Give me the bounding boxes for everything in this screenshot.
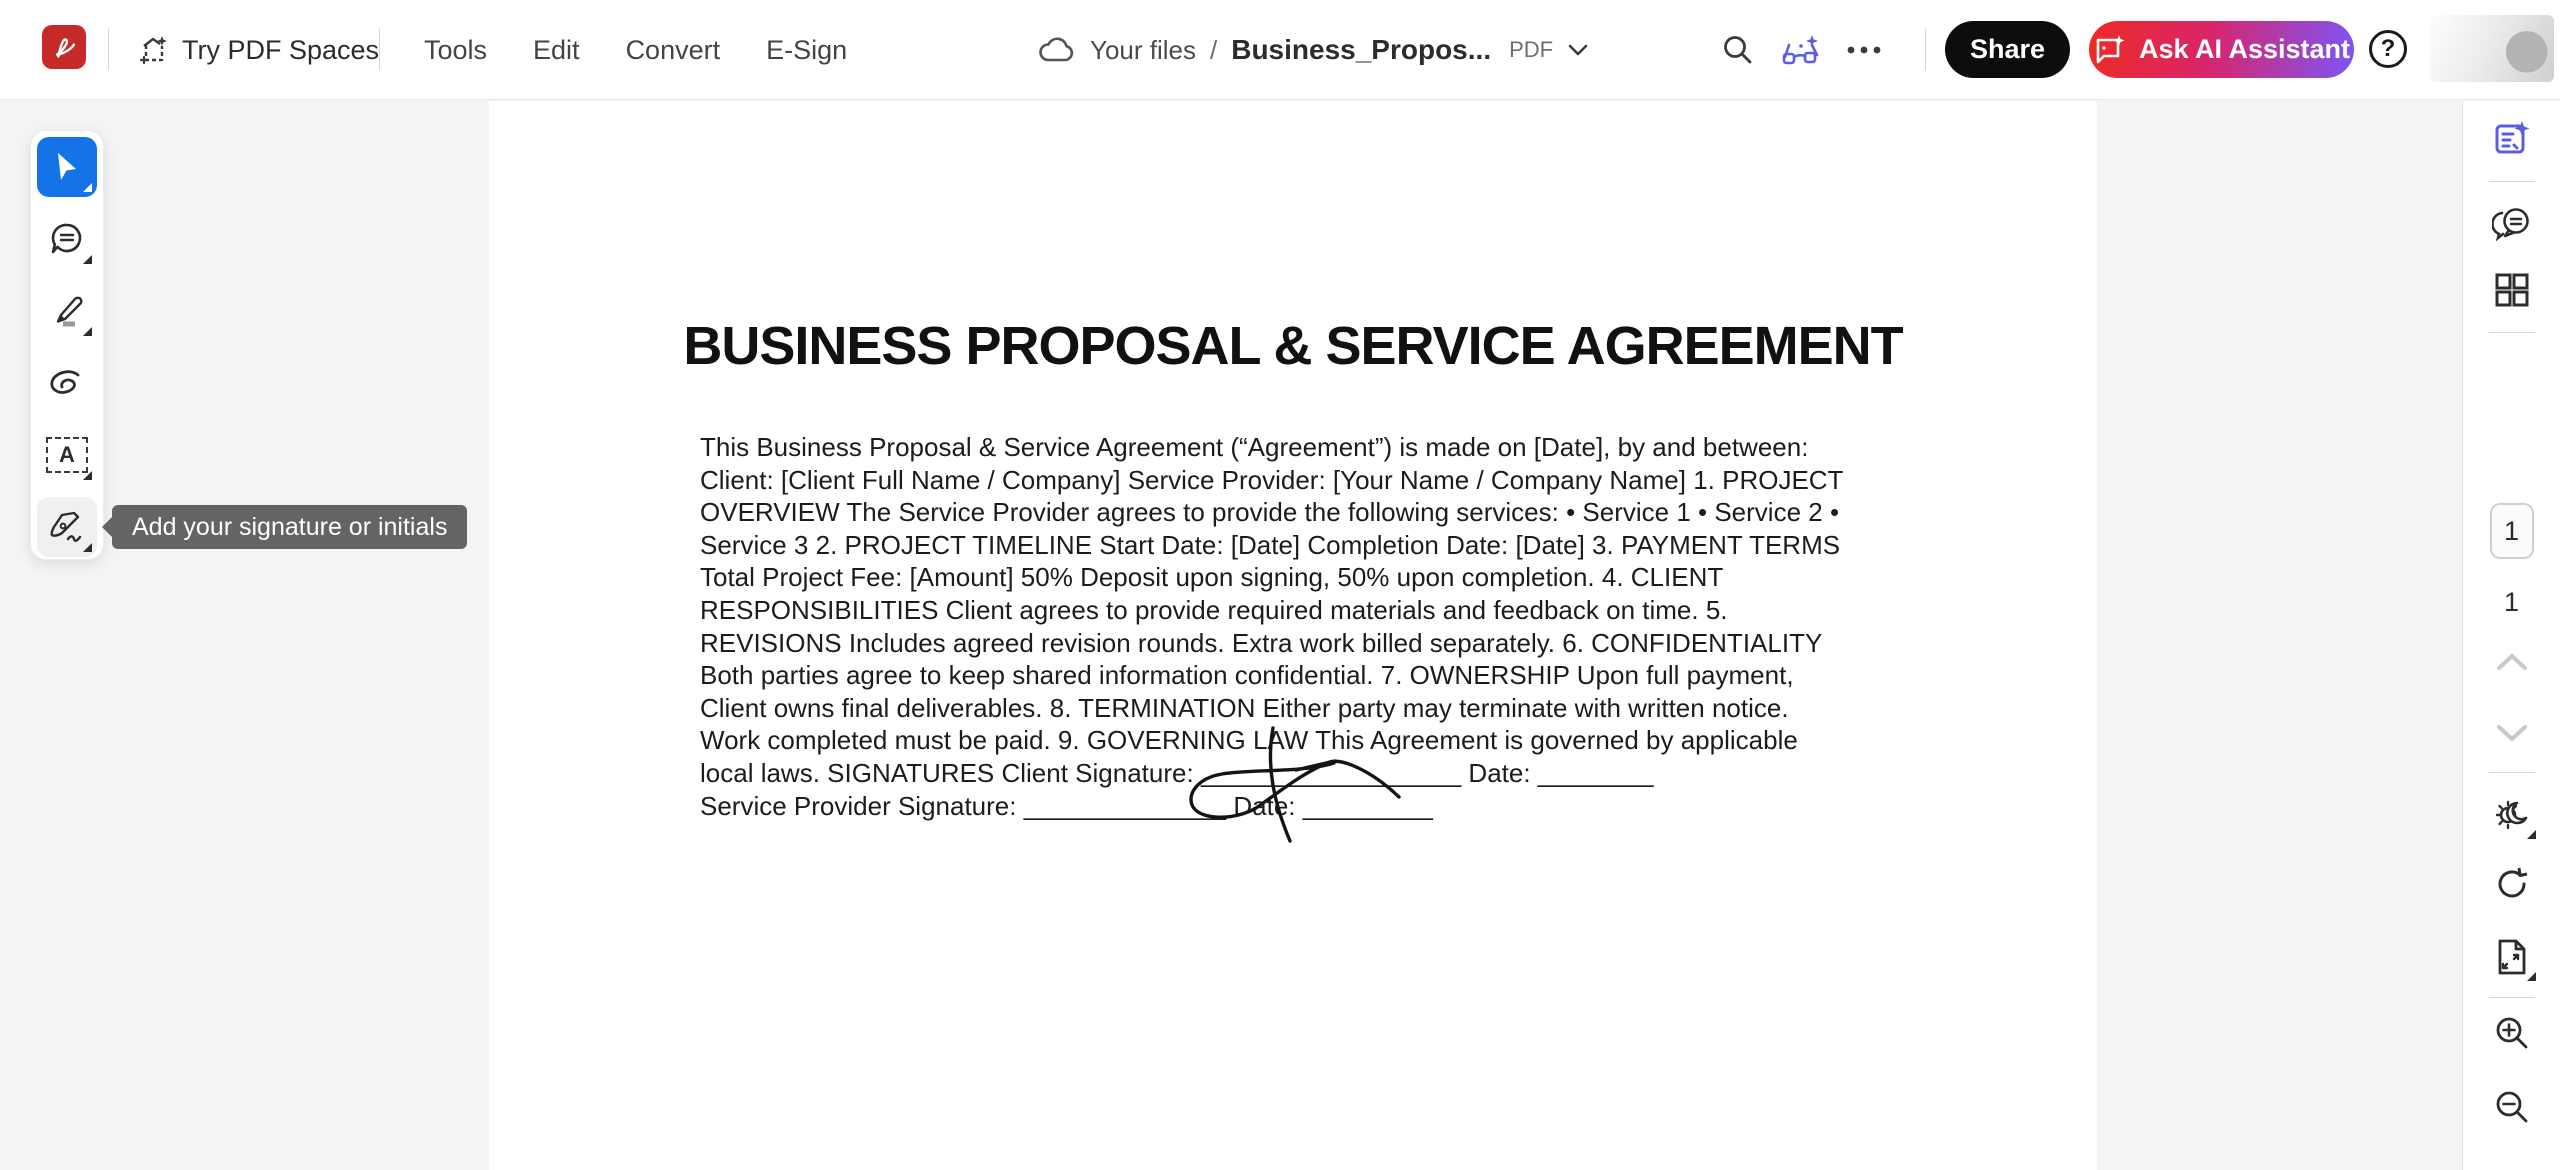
ai-chat-sparkle-icon <box>2093 34 2127 66</box>
doc-line: Client owns final deliverables. 8. TERMINATION Either party may terminate with written notice. <box>700 692 1789 723</box>
search-icon <box>1721 33 1755 67</box>
cloud-icon <box>1038 37 1076 63</box>
fit-page-button[interactable] <box>2484 929 2540 985</box>
fit-page-icon <box>2494 937 2530 977</box>
pdf-spaces-icon <box>136 33 170 67</box>
menu-convert[interactable]: Convert <box>625 34 721 65</box>
user-avatar[interactable] <box>2430 15 2554 82</box>
text-box-glyph: A <box>59 442 75 467</box>
text-box-icon <box>46 437 88 473</box>
menu-edit[interactable]: Edit <box>533 34 580 65</box>
tool-comment[interactable] <box>37 209 97 269</box>
document-filename[interactable]: Business_Propos... <box>1231 34 1492 65</box>
doc-line: Both parties agree to keep shared information confidential. 7. OWNERSHIP Upon full payment, <box>700 660 1794 691</box>
pdf-page[interactable] <box>489 101 2097 1170</box>
chevron-down-icon <box>2496 724 2528 742</box>
total-pages-label: 1 <box>2503 587 2520 617</box>
filetype-badge: PDF <box>1509 37 1554 62</box>
tool-signature[interactable] <box>37 497 97 557</box>
divider <box>1925 28 1926 70</box>
try-pdf-spaces-label: Try PDF Spaces <box>182 34 380 65</box>
share-button[interactable] <box>1945 21 2070 78</box>
signature-tooltip <box>112 505 467 549</box>
handwritten-signature[interactable] <box>1180 700 1440 860</box>
tooltip-text: Add your signature or initials <box>132 512 448 541</box>
next-page-button[interactable] <box>2484 705 2540 761</box>
submenu-triangle <box>83 183 92 192</box>
menu-tools[interactable]: Tools <box>424 34 488 65</box>
doc-line: Service 3 2. PROJECT TIMELINE Start Date: [Date] Completion Date: [Date] 3. PAYMENT TERMS <box>700 529 1841 560</box>
pencil-icon <box>49 293 85 329</box>
zoom-out-button[interactable] <box>2484 1079 2540 1135</box>
share-label: Share <box>1969 34 2046 64</box>
current-page-input[interactable] <box>2490 503 2534 559</box>
acrobat-loop-icon <box>49 32 79 62</box>
document-title: BUSINESS PROPOSAL & SERVICE AGREEMENT <box>683 316 1903 376</box>
try-pdf-spaces-button[interactable] <box>136 22 379 78</box>
zoom-in-button[interactable] <box>2484 1005 2540 1061</box>
ai-summary-button[interactable] <box>2484 111 2540 167</box>
divider <box>108 28 109 70</box>
thumbnails-grid-icon <box>2493 271 2531 309</box>
submenu-triangle <box>2527 972 2536 981</box>
doc-line: This Business Proposal & Service Agreement (“Agreement”) is made on [Date], by and between: <box>700 432 1809 462</box>
ask-ai-label: Ask AI Assistant <box>2138 34 2351 64</box>
divider <box>2489 772 2535 773</box>
comments-icon <box>2492 205 2532 241</box>
rotate-page-button[interactable] <box>2484 856 2540 912</box>
cursor-icon <box>52 151 82 183</box>
help-button[interactable] <box>2369 30 2407 68</box>
comments-panel-button[interactable] <box>2484 195 2540 251</box>
tooltip-arrow <box>102 517 112 537</box>
divider <box>2489 997 2535 998</box>
divider <box>2489 181 2535 182</box>
rotate-icon <box>2493 865 2531 903</box>
ai-glasses-icon <box>1781 33 1821 67</box>
ai-reading-mode-button[interactable] <box>1775 24 1827 76</box>
doc-line: Work completed must be paid. 9. GOVERNING LAW This Agreement is governed by applicable <box>700 725 1798 756</box>
doc-line: local laws. SIGNATURES Client Signature: __________________ Date: ________ <box>700 757 1654 788</box>
tool-lasso[interactable] <box>37 353 97 413</box>
help-label: ? <box>2380 35 2396 62</box>
tool-select[interactable] <box>37 137 97 197</box>
doc-line: Total Project Fee: [Amount] 50% Deposit upon signing, 50% upon completion. 4. CLIENT <box>700 562 1724 593</box>
quick-tools-toolbar <box>30 130 104 560</box>
search-button[interactable] <box>1712 24 1764 76</box>
zoom-in-icon <box>2493 1014 2531 1052</box>
divider <box>2489 332 2535 333</box>
submenu-triangle <box>83 543 92 552</box>
doc-line: Client: [Client Full Name / Company] Service Provider: [Your Name / Company Name] 1. PROJECT <box>700 464 1844 495</box>
ask-ai-assistant-button[interactable] <box>2089 21 2354 78</box>
submenu-triangle <box>2527 830 2536 839</box>
breadcrumb-separator: / <box>1210 34 1218 65</box>
chevron-up-icon <box>2496 653 2528 671</box>
main-menu <box>424 0 847 100</box>
doc-line: RESPONSIBILITIES Client agrees to provide required materials and feedback on time. 5. <box>700 594 1728 625</box>
acrobat-logo[interactable] <box>42 25 86 69</box>
menu-esign[interactable]: E-Sign <box>766 34 848 65</box>
ai-summary-icon <box>2492 119 2532 159</box>
page-thumbnails-button[interactable] <box>2484 262 2540 318</box>
doc-line: REVISIONS Includes agreed revision rounds. Extra work billed separately. 6. CONFIDENTIALITY <box>700 627 1823 658</box>
top-toolbar <box>0 0 2560 100</box>
chevron-down-icon[interactable] <box>1567 43 1589 57</box>
ellipsis-icon <box>1846 45 1882 55</box>
tool-draw[interactable] <box>37 281 97 341</box>
current-page-value: 1 <box>2503 515 2520 546</box>
previous-page-button[interactable] <box>2484 634 2540 690</box>
comment-icon <box>49 222 85 256</box>
breadcrumb-your-files[interactable]: Your files <box>1090 34 1196 65</box>
submenu-triangle <box>83 471 92 480</box>
doc-line: OVERVIEW The Service Provider agrees to provide the following services: • Service 1 • Service 2 • <box>700 497 1840 528</box>
submenu-triangle <box>83 327 92 336</box>
doc-line: Service Provider Signature: ______________ Date: _________ <box>700 790 1433 821</box>
divider <box>379 28 380 70</box>
more-options-button[interactable] <box>1838 24 1890 76</box>
right-panel-rail <box>2462 101 2560 1170</box>
display-theme-button[interactable] <box>2484 787 2540 843</box>
tool-add-text-box[interactable] <box>37 425 97 485</box>
zoom-out-icon <box>2493 1088 2531 1126</box>
lasso-icon <box>48 369 86 397</box>
breadcrumb <box>1038 0 1589 100</box>
light-dark-theme-icon <box>2492 795 2532 835</box>
submenu-triangle <box>83 255 92 264</box>
signature-pen-icon <box>48 509 86 545</box>
